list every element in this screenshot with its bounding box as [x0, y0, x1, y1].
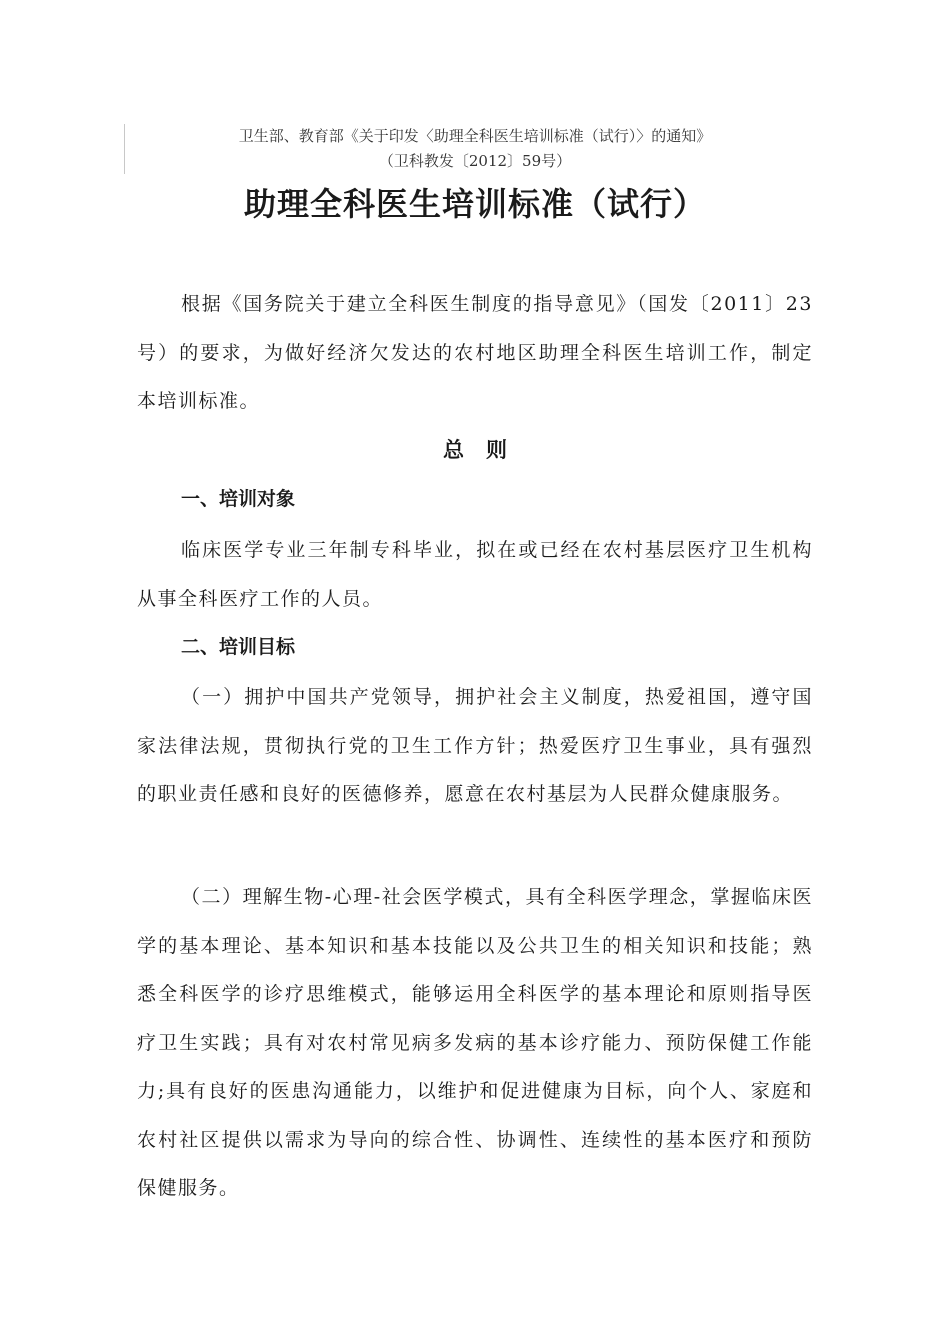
subsection-heading-objectives: 二、培训目标 — [181, 636, 296, 658]
paragraph-objective-1: （一）拥护中国共产党领导，拥护社会主义制度，热爱祖国，遵守国家法律法规，贯彻执行党的卫生工作方针；热爱医疗卫生事业，具有强烈的职业责任感和良好的医德修养，愿意在农村基层为人民群众健康服务。 — [137, 686, 813, 805]
section-title-general: 总则 — [443, 438, 529, 462]
page-title: 助理全科医生培训标准（试行） — [243, 185, 706, 223]
document-number: （卫科教发〔2012〕59号） — [378, 152, 572, 170]
intro-paragraph: 根据《国务院关于建立全科医生制度的指导意见》（国发〔2011〕23号）的要求，为做好经济欠发达的农村地区助理全科医生培训工作，制定本培训标准。 — [137, 293, 813, 412]
paragraph-objective-2: （二）理解生物-心理-社会医学模式，具有全科医学理念，掌握临床医学的基本理论、基本知识和基本技能以及公共卫生的相关知识和技能；熟悉全科医学的诊疗思维模式，能够运用全科医学的基本理论和原则指导医疗卫生实践；具有对农村常见病多发病的基本诊疗能力、预防保健工作能力;具有良好的医患沟通能力，以维护和促进健康为目标，向个人、家庭和农村社区提供以需求为导向的综合性、协调性、连续性的基本医疗和预防保健服务。 — [137, 886, 813, 1199]
notice-header-line: 卫生部、教育部《关于印发〈助理全科医生培训标准（试行）〉的通知》 — [238, 127, 712, 145]
subsection-heading-trainees: 一、培训对象 — [181, 488, 296, 510]
paragraph-trainees: 临床医学专业三年制专科毕业，拟在或已经在农村基层医疗卫生机构从事全科医疗工作的人员。 — [137, 539, 813, 610]
